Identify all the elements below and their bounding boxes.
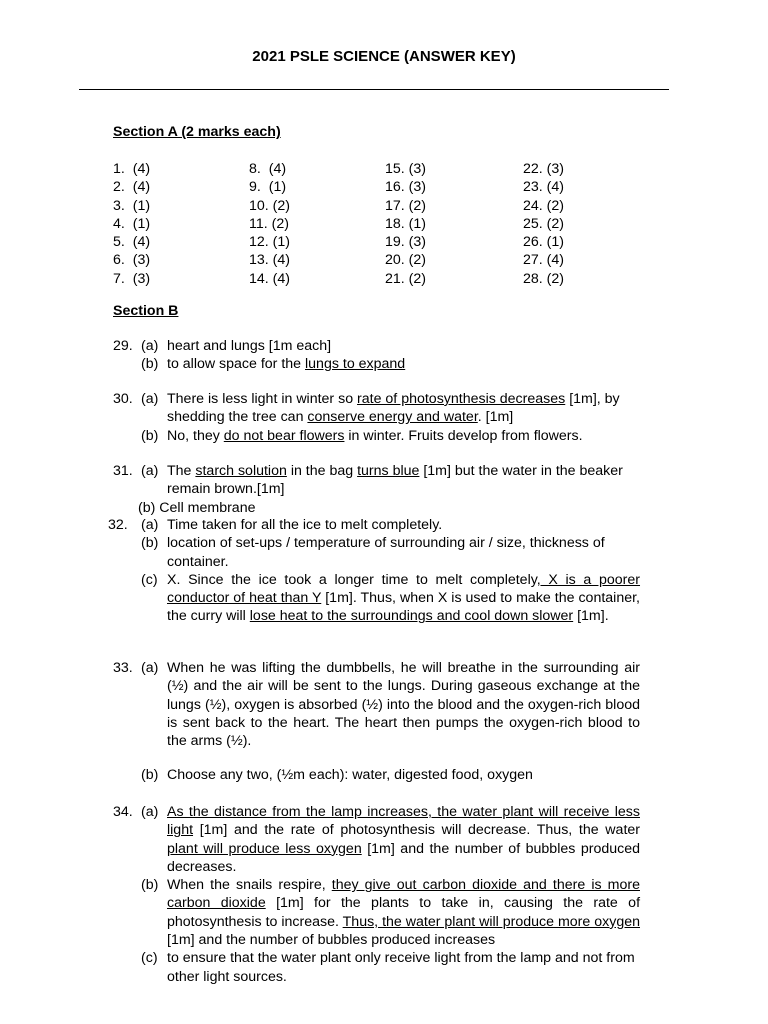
mcq-answer-9: 9. (1) [249,179,287,196]
answer-column-2 [249,160,290,288]
part-label: (b) [141,767,159,784]
section-a-heading: Section A (2 marks each) [113,124,281,140]
question-number: 31. [113,463,133,479]
underlined-key-phrase: Thus, the water plant will produce more oxygen [342,913,640,930]
part-label: (a) [141,804,159,820]
mcq-answer-20: 20. (2) [385,252,427,269]
part-label: (c) [141,571,158,588]
question-number: 30. [113,391,133,407]
mcq-answer-4: 4. (1) [113,215,151,232]
mcq-answer-1: 1. (4) [113,161,151,177]
underlined-key-phrase: do not bear flowers [223,427,345,444]
answer-text: X. Since the ice took a longer time to melt completely, X is a poorer conductor of heat than Y [1m]. Thus, when X is used to make the container, the curry will lose heat to the surroundings and cool down slower [1m]. [167,571,641,625]
question-number: 32. [108,517,128,533]
underlined-key-phrase: turns blue [357,463,420,479]
question-29 [113,337,653,374]
underlined-key-phrase: plant will produce less oxygen [167,840,362,857]
part-label: (a) [141,338,159,354]
underlined-key-phrase: , X is a poorer conductor of heat than Y [167,571,641,607]
question-number: 34. [113,804,133,820]
question-33 [113,659,640,785]
answer-column-3 [385,160,426,288]
mcq-answer-10: 10. (2) [249,197,291,214]
mcq-answer-23: 23. (4) [523,179,565,196]
mcq-answer-11: 11. (2) [249,215,289,232]
mcq-answer-25: 25. (2) [523,215,565,232]
answer-text: (b) Cell membrane [138,499,256,516]
question-32 [108,516,640,626]
part-label: (b) [141,427,159,444]
part-label: (a) [141,391,159,407]
title-divider [79,89,669,90]
part-label: (c) [141,950,158,967]
question-30 [113,390,658,445]
mcq-answer-14: 14. (4) [249,270,291,287]
mcq-answer-2: 2. (4) [113,179,151,196]
question-number: 33. [113,660,133,676]
answer-text: heart and lungs [1m each] [167,338,332,354]
answer-text: No, they do not bear flowers in winter. Fruits develop from flowers. [167,427,583,444]
answer-text: to allow space for the lungs to expand [167,356,406,373]
underlined-key-phrase: lungs to expand [305,356,406,373]
page-title: 2021 PSLE SCIENCE (ANSWER KEY) [252,48,516,65]
mcq-answer-18: 18. (1) [385,215,427,232]
part-label: (a) [141,463,159,479]
part-label: (b) [141,535,159,552]
mcq-answer-24: 24. (2) [523,197,565,214]
part-label: (b) [141,356,159,373]
answer-column-1 [113,160,150,288]
answer-text: There is less light in winter so rate of photosynthesis decreases [1m], by shedding the tree can conserve energy and water. [1m] [167,391,620,426]
mcq-answer-7: 7. (3) [113,270,151,287]
question-number: 29. [113,338,133,354]
answer-text: When the snails respire, they give out carbon dioxide and there is more carbon dioxide [1m] for the plants to take in, causing the rate of photosynthesis to increase. Thus, the water plant will produce more oxygen [1m] and the number of bubbles produced increases [167,877,641,949]
part-label: (b) [141,877,159,894]
mcq-answer-12: 12. (1) [249,234,291,251]
mcq-answer-26: 26. (1) [523,234,565,251]
answer-text: to ensure that the water plant only receive light from the lamp and not from other light sources. [167,950,635,985]
mcq-answer-28: 28. (2) [523,270,565,287]
mcq-answer-27: 27. (4) [523,252,565,269]
answer-text: Time taken for all the ice to melt completely. [167,517,443,533]
answer-column-4 [523,160,564,288]
question-34 [113,803,640,986]
part-label: (a) [141,660,159,676]
mcq-answer-22: 22. (3) [523,161,565,177]
mcq-answer-16: 16. (3) [385,179,427,196]
mcq-answer-17: 17. (2) [385,197,427,214]
section-b-heading: Section B [113,303,179,319]
mcq-answer-3: 3. (1) [113,197,151,214]
underlined-key-phrase: lose heat to the surroundings and cool down slower [249,608,574,625]
underlined-key-phrase: rate of photosynthesis decreases [357,391,566,407]
mcq-answer-6: 6. (3) [113,252,151,269]
underlined-key-phrase: As the distance from the lamp increases, the water plant will receive less light [167,804,640,839]
mcq-answer-15: 15. (3) [385,161,427,177]
mcq-answer-13: 13. (4) [249,252,291,269]
answer-text: As the distance from the lamp increases, the water plant will receive less light [1m] and the rate of photosynthesis will decrease. Thus, the water plant will produce less oxygen [1m] and the number of bubbles produced decreases. [167,804,640,875]
answer-text: Choose any two, (½m each): water, digested food, oxygen [167,767,533,784]
part-label: (a) [141,517,159,533]
mcq-answer-5: 5. (4) [113,234,151,251]
answer-text: When he was lifting the dumbbells, he will breathe in the surrounding air (½) and the air will be sent to the lungs. During gaseous exchange at the lungs (½), oxygen is absorbed (½) into the blood and the oxygen-rich blood is sent back to the heart. The heart then pumps the oxygen-rich blood to the arms (½). [167,660,640,750]
answer-text: location of set-ups / temperature of surrounding air / size, thickness of container. [167,535,605,570]
mcq-answer-8: 8. (4) [249,161,287,177]
underlined-key-phrase: starch solution [195,463,287,479]
underlined-key-phrase: conserve energy and water [307,409,478,426]
question-31 [113,462,633,517]
mcq-answer-21: 21. (2) [385,270,427,287]
answer-text: The starch solution in the bag turns blue [1m] but the water in the beaker remain brown.[1m] [167,463,623,498]
underlined-key-phrase: they give out carbon dioxide and there is more carbon dioxide [167,877,640,912]
mcq-answer-19: 19. (3) [385,234,427,251]
